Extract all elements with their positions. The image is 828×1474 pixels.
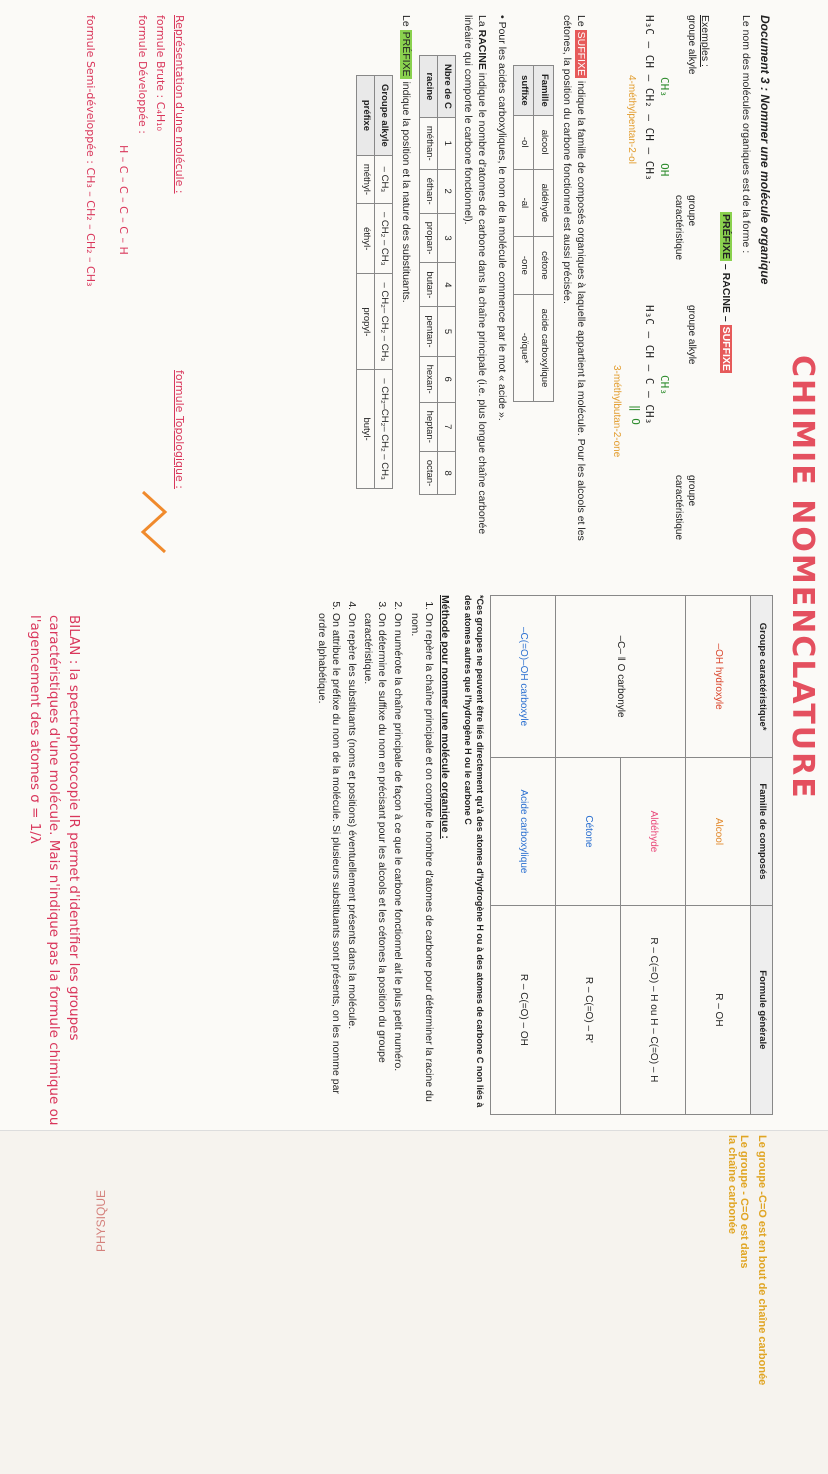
prefix-para-end: indique la position et la nature des substituants.	[400, 78, 413, 303]
physique-stamp: PHYSIQUE	[94, 1190, 108, 1253]
general-formula-cell: R – C(=O) – H ou H – C(=O) – H	[621, 905, 686, 1114]
group-cell: –OH hydroxyle	[686, 596, 751, 758]
side-note-2a: Le groupe - C=O est dans	[738, 1135, 750, 1269]
ex1-alkyl-label: groupe alkyle	[686, 15, 698, 75]
carbon-count-cell: 3	[438, 213, 456, 263]
right-column	[312, 595, 773, 1115]
alkyl-cell: – CH₂ – CH₃	[375, 204, 393, 274]
intro-text: Le nom des molécules organiques est de la forme :	[739, 15, 752, 254]
semi-formula: formule Semi-développée : CH₃ – CH₂ – CH₂ – CH₃	[84, 15, 98, 287]
groups-row	[621, 596, 686, 1115]
prefix-para-start: Le	[400, 15, 413, 30]
acid-note: • Pour les acides carboxyliques, le nom de la molécule commence par le mot « acide ».	[496, 15, 509, 421]
suffix-para-end: indique la famille de composés organiques à laquelle appartient la molécule. Pour les alcools et les cétones, la position du carbone fonctionnel est aussi précisée.	[561, 15, 588, 541]
groups-row	[491, 596, 556, 1115]
alkyl-row	[375, 76, 393, 489]
groups-footnote: *Ces groupes ne peuvent être liés directement qu'à des atomes d'hydrogène H ou à des atomes de carbone C non liés à des atomes autres que l'hydrogène H ou le carbone C	[463, 595, 486, 1108]
alkyl-header: Groupe alkyle	[375, 76, 393, 156]
racine-cell: heptan-	[420, 402, 438, 451]
page-title: CHIMIE NOMENCLATURE	[785, 355, 820, 800]
prefix-cell: éthyl-	[357, 204, 375, 274]
general-formula-cell: R – C(=O) – OH	[491, 905, 556, 1114]
carbon-count-cell: 2	[438, 169, 456, 213]
ex2-group-label: groupe caractéristique	[672, 475, 698, 541]
ex2-formula-top: CH₃	[658, 375, 672, 395]
prefix-cell: butyl-	[357, 370, 375, 489]
doc-heading: Document 3 : Nommer une molécule organique	[758, 15, 772, 285]
document-3	[3, 15, 773, 1125]
family-table	[513, 65, 554, 402]
family-cell: acide carboxylique	[534, 294, 554, 402]
suffix-row	[514, 66, 534, 402]
side-note-2b: la chaîne carbonée	[726, 1135, 738, 1235]
ex1-name: 4-méthylpentan-2-ol	[625, 75, 637, 164]
groups-table	[490, 595, 773, 1115]
examples	[588, 15, 698, 570]
method-step: 3. On détermine le suffixe du nom en précisant pour les alcools et les cétones la position du groupe caractéristique.	[361, 613, 389, 1115]
topology-zigzag-icon	[133, 490, 173, 570]
racine-cell: hexan-	[420, 356, 438, 402]
side-note-1: Le groupe -C=O est en bout de chaîne carbonée	[756, 1135, 768, 1386]
racine-para-end: indique le nombre d'atomes de carbone dans la chaîne principale (i.e. plus longue chaîne carbonée linéaire qui comporte le carbone fonctionnel).	[461, 15, 489, 535]
method-step: 2. On numérote la chaîne principale de façon à ce que le carbone fonctionnel ait le plus petit numéro.	[391, 613, 405, 1115]
racine-cell: butan-	[420, 263, 438, 307]
carbon-count-cell: 4	[438, 263, 456, 307]
group-cell: –C(=O)–OH carboxyle	[491, 596, 556, 758]
examples-label: Exemples :	[699, 15, 712, 67]
ex2-name: 3-méthylbutan-2-one	[610, 365, 622, 458]
method-step: 1. On repère la chaîne principale et on compte le nombre d'atomes de carbone pour déterminer la racine du nom.	[407, 613, 435, 1115]
suffix-para-start: Le	[575, 15, 588, 30]
suffix-cell: -oïque*	[514, 294, 534, 402]
racine-header: racine	[420, 56, 438, 118]
carbon-count-row	[438, 56, 456, 495]
racine-word: RACINE	[476, 29, 489, 70]
family-cell: Cétone	[556, 758, 621, 906]
side-note-2	[726, 1135, 750, 1465]
rep-title: Représentation d'une molécule :	[173, 15, 186, 194]
suffix-cell: -one	[514, 237, 534, 295]
racine-para-start: La	[476, 15, 489, 30]
prefix-cell: méthyl-	[357, 155, 375, 203]
racine-cell: propan-	[420, 213, 438, 263]
racine-row	[420, 56, 438, 495]
family-cell: Aldéhyde	[621, 758, 686, 906]
family-cell: alcool	[534, 115, 554, 169]
prefix-paragraph	[399, 15, 413, 570]
family-cell: Acide carboxylique	[491, 758, 556, 906]
suffix-header: suffixe	[514, 66, 534, 116]
form-suffix: SUFFIXE	[719, 326, 732, 371]
groups-header: Groupe caractéristique*	[751, 596, 773, 758]
family-header: Famille	[534, 66, 554, 116]
families-header: Famille de composés	[751, 758, 773, 906]
method-title: Méthode pour nommer une molécule organique :	[438, 595, 451, 839]
carbon-count-cell: 8	[438, 451, 456, 494]
carbon-count-cell: 5	[438, 307, 456, 356]
carbon-count-cell: 1	[438, 117, 456, 169]
side-notes	[726, 1135, 768, 1465]
racine-table	[419, 55, 456, 495]
carbon-count-cell: 6	[438, 356, 456, 402]
family-cell: cétone	[534, 237, 554, 295]
alkyl-cell: – CH₃	[375, 155, 393, 203]
formula-header: Formule générale	[751, 905, 773, 1114]
method-steps	[314, 595, 435, 1115]
ex2-alkyl-label: groupe alkyle	[686, 305, 698, 365]
racine-cell: pentan-	[420, 307, 438, 356]
bilan-note: BILAN : la spectrophotocopie IR permet d'identifier les groupes caractéristiques d'une molécule. Mais n'indique pas la formule chimique ou l'agencement des atomes σ = 1/λ	[26, 615, 82, 1126]
example-1	[624, 15, 698, 285]
suffix-paragraph	[560, 15, 588, 570]
name-form	[718, 15, 732, 570]
form-prefix: PRÉFIXE	[719, 214, 732, 259]
family-row	[534, 66, 554, 402]
carbon-count-header: Nbre de C	[438, 56, 456, 118]
groups-row	[686, 596, 751, 1115]
prefix-header: préfixe	[357, 76, 375, 156]
racine-paragraph	[461, 15, 489, 570]
family-cell: aldéhyde	[534, 169, 554, 237]
alkyl-table	[356, 75, 393, 489]
left-column	[356, 15, 773, 570]
method-step: 4. On repère les substituants (noms et positions) éventuellement présents dans la molécule.	[345, 613, 359, 1115]
ex2-formula: H₃C — CH — C — CH₃	[643, 305, 657, 425]
prefix-word: PRÉFIXE	[400, 31, 413, 77]
prefix-cell: propyl-	[357, 274, 375, 370]
alkyl-cell: – CH₂– CH₂ – CH₃	[375, 274, 393, 370]
suffix-cell: -ol	[514, 115, 534, 169]
carbon-count-cell: 7	[438, 402, 456, 451]
ex2-formula-bottom: ‖ O	[628, 405, 642, 425]
suffix-word: SUFFIXE	[575, 31, 588, 76]
form-racine: – RACINE –	[719, 260, 732, 325]
ex1-formula: H₃C — CH — CH₂ — CH — CH₃	[643, 15, 657, 181]
developpee-formula: H – C – C – C – C – H	[116, 145, 130, 255]
suffix-cell: -al	[514, 169, 534, 237]
family-cell: Alcool	[686, 758, 751, 906]
racine-cell: éthan-	[420, 169, 438, 213]
topo-label: formule Topologique :	[173, 370, 186, 489]
groups-header-row	[751, 596, 773, 1115]
ex1-formula-top: CH₃ OH	[658, 77, 672, 177]
racine-cell: méthan-	[420, 117, 438, 169]
prefix-row	[357, 76, 375, 489]
method-box	[314, 595, 452, 1115]
brute-formula: formule Brute : C₄H₁₀	[154, 15, 168, 131]
method-step: 5. On attribue le préfixe du nom de la molécule. Si plusieurs substituants sont présents, on les nomme par ordre alphabétique.	[314, 613, 342, 1115]
group-cell: –C– ‖ O carbonyle	[556, 596, 686, 758]
general-formula-cell: R – C(=O) – R'	[556, 905, 621, 1114]
general-formula-cell: R – OH	[686, 905, 751, 1114]
racine-cell: octan-	[420, 451, 438, 494]
alkyl-cell: – CH₂–CH₂– CH₂ – CH₃	[375, 370, 393, 489]
example-2	[609, 305, 698, 565]
developpee-label: formule Développée :	[135, 15, 149, 134]
ex1-group-label: groupe caractéristique	[672, 195, 698, 261]
